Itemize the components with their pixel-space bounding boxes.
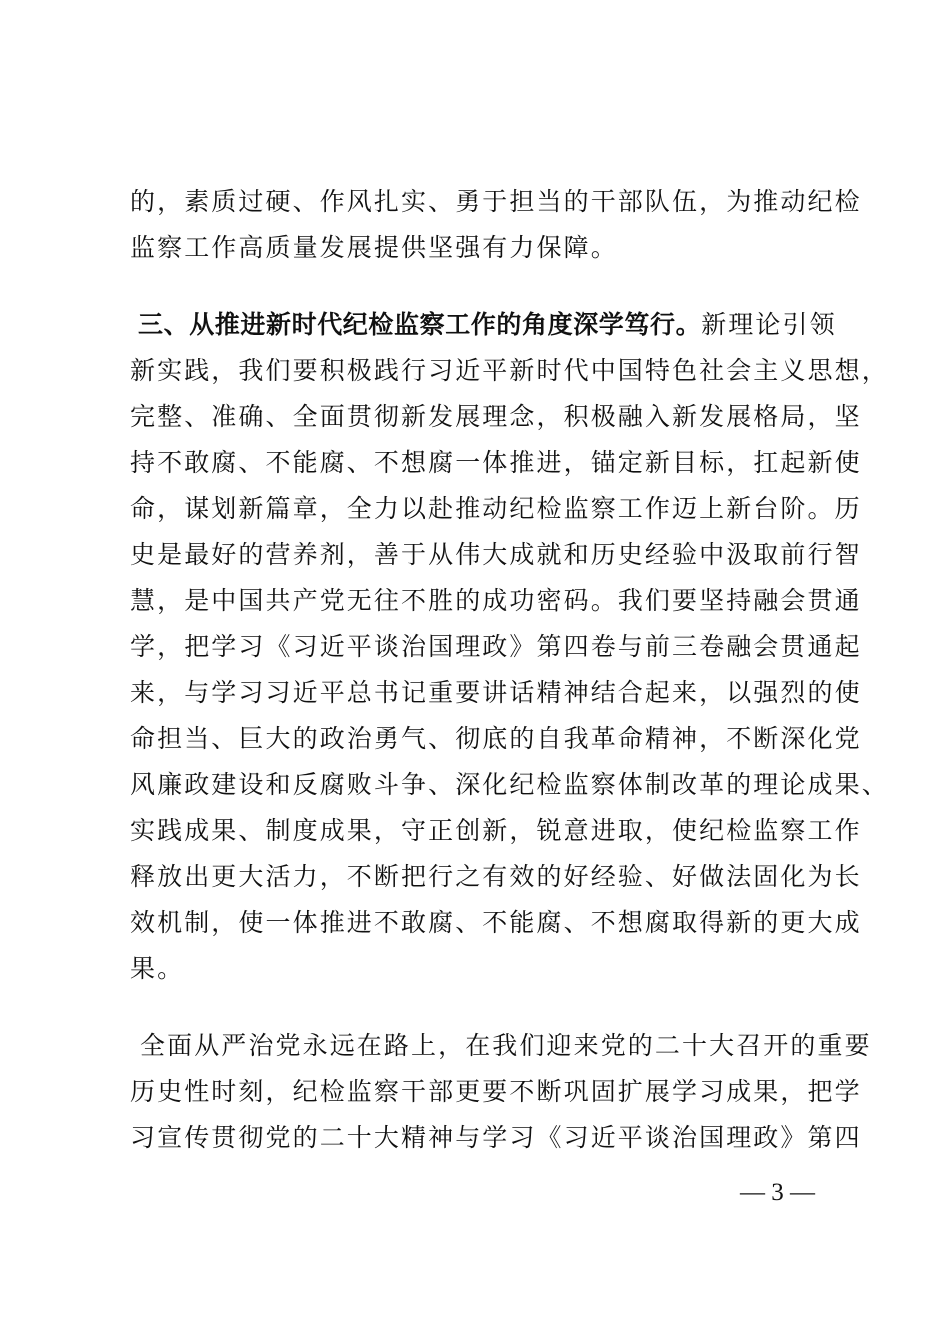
paragraph-2-line-13: 释放出更大活力，不断把行之有效的好经验、好做法固化为长 <box>130 862 862 891</box>
paragraph-1-line-1: 的，素质过硬、作风扎实、勇于担当的干部队伍，为推动纪检 <box>130 187 862 216</box>
paragraph-2-line-7: 慧，是中国共产党无往不胜的成功密码。我们要坚持融会贯通 <box>130 586 862 615</box>
paragraph-2-line-8: 学，把学习《习近平谈治国理政》第四卷与前三卷融会贯通起 <box>130 632 862 661</box>
page-number: — 3 — <box>740 1179 815 1206</box>
paragraph-1-line-2: 监察工作高质量发展提供坚强有力保障。 <box>130 233 618 262</box>
paragraph-2-line-10: 命担当、巨大的政治勇气、彻底的自我革命精神，不断深化党 <box>130 724 862 753</box>
paragraph-2-line-3: 完整、准确、全面贯彻新发展理念，积极融入新发展格局，坚 <box>130 402 862 431</box>
paragraph-3-line-3: 习宣传贯彻党的二十大精神与学习《习近平谈治国理政》第四 <box>130 1123 862 1152</box>
paragraph-2-line-5: 命，谋划新篇章，全力以赴推动纪检监察工作迈上新台阶。历 <box>130 494 862 523</box>
section-heading: 三、从推进新时代纪检监察工作的角度深学笃行。 <box>138 310 702 339</box>
paragraph-3-line-1: 全面从严治党永远在路上，在我们迎来党的二十大召开的重要 <box>140 1031 872 1060</box>
paragraph-2-line-4: 持不敢腐、不能腐、不想腐一体推进，锚定新目标，扛起新使 <box>130 448 862 477</box>
paragraph-2-line-14: 效机制，使一体推进不敢腐、不能腐、不想腐取得新的更大成 <box>130 908 862 937</box>
paragraph-2-line-1 <box>138 308 838 342</box>
paragraph-2-line-9: 来，与学习习近平总书记重要讲话精神结合起来，以强烈的使 <box>130 678 862 707</box>
paragraph-2-line-15: 果。 <box>130 954 185 983</box>
paragraph-2-line-11: 风廉政建设和反腐败斗争、深化纪检监察体制改革的理论成果、 <box>130 770 889 799</box>
paragraph-2-line-6: 史是最好的营养剂，善于从伟大成就和历史经验中汲取前行智 <box>130 540 862 569</box>
paragraph-2-line-2: 新实践，我们要积极践行习近平新时代中国特色社会主义思想， <box>130 356 889 385</box>
heading-line-rest: 新理论引领 <box>701 310 837 339</box>
paragraph-2-line-12: 实践成果、制度成果，守正创新，锐意进取，使纪检监察工作 <box>130 816 862 845</box>
paragraph-3-line-2: 历史性时刻，纪检监察干部更要不断巩固扩展学习成果，把学 <box>130 1077 862 1106</box>
